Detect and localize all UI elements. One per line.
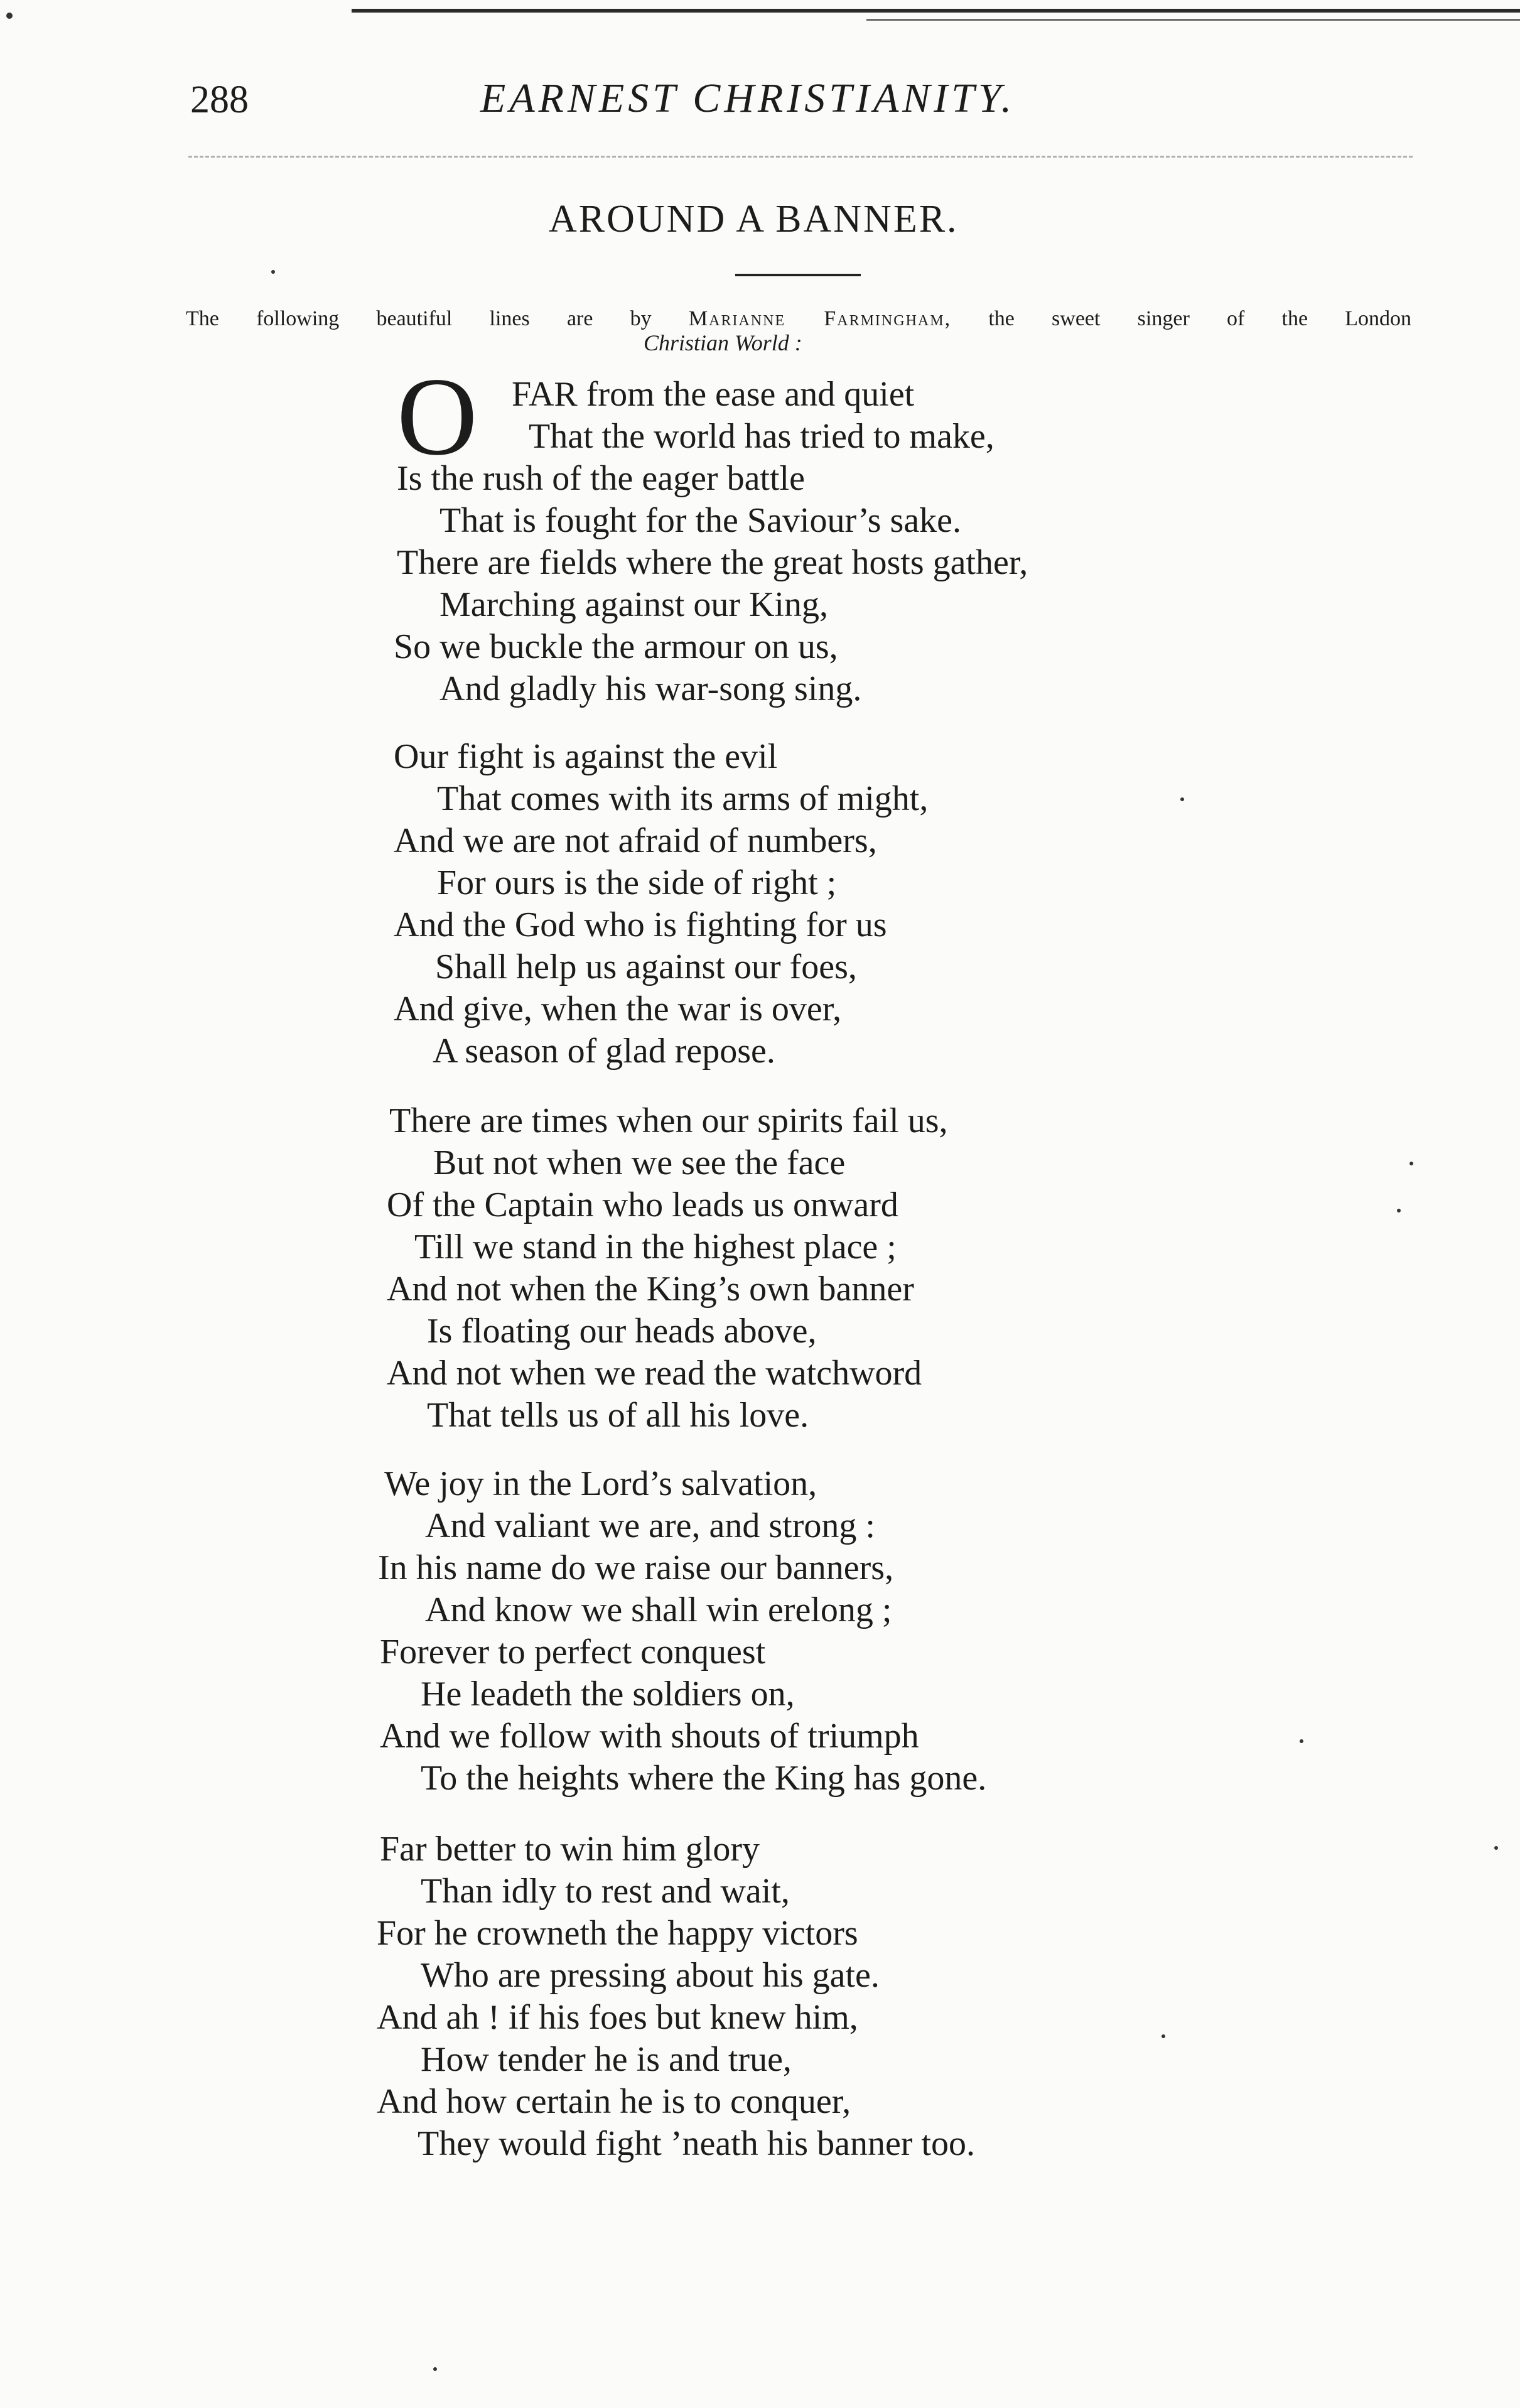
poem-line: FAR from the ease and quiet xyxy=(512,375,915,414)
poem-line: Shall help us against our foes, xyxy=(435,948,857,986)
poem-line: We joy in the Lord’s salvation, xyxy=(384,1464,817,1503)
poem-line: They would fight ’neath his banner too. xyxy=(418,2124,976,2163)
poem-line: That tells us of all his love. xyxy=(427,1396,809,1435)
poem-line: That is fought for the Saviour’s sake. xyxy=(439,501,962,540)
scan-speck xyxy=(1410,1162,1413,1165)
poem-line: There are times when our spirits fail us, xyxy=(389,1101,948,1140)
poem-line: And know we shall win erelong ; xyxy=(425,1590,892,1629)
poem-intro xyxy=(186,306,1411,332)
poem-line: And not when we read the watchword xyxy=(387,1354,922,1393)
poem-line: That the world has tried to make, xyxy=(529,417,994,456)
poem-line: Till we stand in the highest place ; xyxy=(414,1228,897,1266)
poem-line: Marching against our King, xyxy=(439,585,828,624)
poem-line: For he crowneth the happy victors xyxy=(377,1914,858,1953)
header-rule xyxy=(188,156,1413,158)
poem-line: And gladly his war-song sing. xyxy=(439,669,862,708)
poem-line: And ah ! if his foes but knew him, xyxy=(377,1998,858,2037)
poem-line: Than idly to rest and wait, xyxy=(421,1872,790,1911)
poem-line: Is the rush of the eager battle xyxy=(397,459,805,498)
scan-speck xyxy=(433,2367,437,2371)
poem-line: And the God who is fighting for us xyxy=(394,905,887,944)
poem-line: And valiant we are, and strong : xyxy=(425,1506,875,1545)
poem-line: That comes with its arms of might, xyxy=(437,779,929,818)
poem-line: So we buckle the armour on us, xyxy=(394,627,838,666)
scan-speck xyxy=(1162,2034,1165,2038)
title-rule xyxy=(735,274,861,276)
poem-line: And give, when the war is over, xyxy=(394,990,842,1029)
poem-line: But not when we see the face xyxy=(433,1143,846,1182)
poem-line: Who are pressing about his gate. xyxy=(421,1956,880,1995)
scan-speck xyxy=(271,270,275,274)
scan-speck xyxy=(1397,1209,1401,1212)
poem-line: And we follow with shouts of triumph xyxy=(380,1717,919,1756)
poem-line: And how certain he is to conquer, xyxy=(377,2082,851,2121)
poem-line: Forever to perfect conquest xyxy=(380,1633,766,1671)
poem-line: And not when the King’s own banner xyxy=(387,1270,914,1309)
poem-line: And we are not afraid of numbers, xyxy=(394,821,877,860)
intro-author: Marianne Farmingham, xyxy=(688,307,952,330)
page-top-edge-thin xyxy=(866,19,1520,21)
running-head: EARNEST CHRISTIANITY. xyxy=(480,75,1016,121)
scan-speck xyxy=(1300,1739,1303,1743)
drop-cap: O xyxy=(397,354,478,478)
poem-line: Our fight is against the evil xyxy=(394,737,778,776)
intro-text: The following beautiful lines are by xyxy=(186,307,652,330)
scan-speck xyxy=(1494,1846,1498,1850)
page-number: 288 xyxy=(190,78,249,121)
poem-line: In his name do we raise our banners, xyxy=(378,1548,894,1587)
poem-title: AROUND A BANNER. xyxy=(549,198,959,240)
poem-line: For ours is the side of right ; xyxy=(437,863,837,902)
poem-line: How tender he is and true, xyxy=(421,2040,792,2079)
scan-speck xyxy=(1180,797,1184,801)
poem-line: To the heights where the King has gone. xyxy=(421,1759,987,1798)
poem-line: Is floating our heads above, xyxy=(427,1312,817,1351)
scan-speck xyxy=(6,13,13,19)
intro-source: Christian World : xyxy=(644,330,802,355)
poem-line: Of the Captain who leads us onward xyxy=(387,1185,898,1224)
poem-line: He leadeth the soldiers on, xyxy=(421,1675,795,1714)
poem-line: A season of glad repose. xyxy=(433,1032,775,1071)
poem-line: Far better to win him glory xyxy=(380,1830,760,1869)
poem-line: There are fields where the great hosts gather, xyxy=(397,543,1028,582)
intro-rest: the sweet singer of the London xyxy=(988,307,1412,330)
page-top-edge xyxy=(352,9,1520,13)
